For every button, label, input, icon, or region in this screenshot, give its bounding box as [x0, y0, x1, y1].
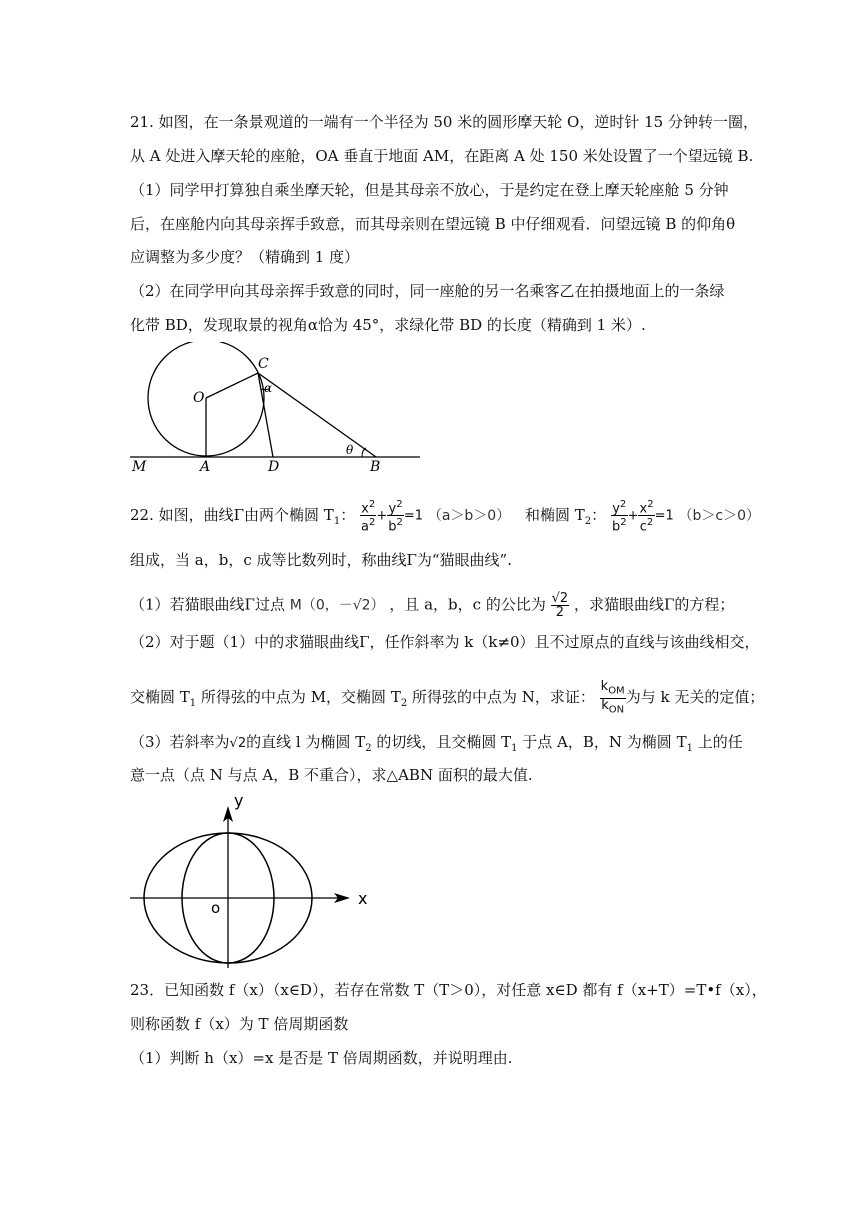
q22-l5e: 所得弦的中点为 N，求证： — [407, 688, 595, 707]
q22-line-3 — [130, 592, 734, 619]
ellipse-T2-condition: （b＞c＞0） — [678, 507, 761, 524]
q21-line-2: 从 A 处进入摩天轮的座舱，OA 垂直于地面 AM，在距离 A 处 150 米处设置了一个望远镜 B. — [130, 147, 754, 165]
q23-line-3: （1）判断 h（x）=x 是否是 T 倍周期函数，并说明理由. — [130, 1049, 513, 1067]
point-M: M（0，－√2） — [289, 597, 385, 614]
cat-eye-curve-figure — [130, 792, 370, 968]
slope-ratio: $\frac{k_{OM}}{k_{ON}}$ — [600, 679, 625, 716]
label-M: M — [132, 459, 147, 474]
label-A: A — [200, 459, 211, 474]
ellipse-T2-equation: $\frac{y^2}{b^2}$ + $\frac{x^2}{c^2}$ =1 — [611, 499, 674, 535]
sub-2: 2 — [584, 515, 592, 527]
q23-line-2: 则称函数 f（x）为 T 倍周期函数 — [130, 1015, 349, 1033]
q21-line-7: 化带 BD，发现取景的视角α恰为 45°，求绿化带 BD 的长度（精确到 1 米）. — [130, 316, 646, 334]
q22-l3b: ，且 a，b，c 的公比为 — [389, 595, 546, 614]
q22-l3a: （1）若猫眼曲线Γ过点 — [130, 595, 285, 614]
q21-line-1: 21. 如图，在一条景观道的一端有一个半径为 50 米的圆形摩天轮 O，逆时针 15 分钟转一圈， — [130, 113, 758, 131]
ellipse-T1-equation: $\frac{x^2}{a^2}$ + $\frac{y^2}{b^2}$ =1 — [360, 499, 424, 535]
sqrt2: √2 — [229, 736, 247, 751]
q21-line-5: 应调整为多少度？（精确到 1 度） — [130, 248, 360, 266]
q22-l6a: （3）若斜率为 — [130, 733, 230, 751]
q22-line-4: （2）对于题（1）中的求猫眼曲线Γ，任作斜率为 k（k≠0）且不过原点的直线与该曲线相交， — [130, 633, 760, 651]
label-x: x — [358, 889, 368, 908]
q22-line-2: 组成，当 a，b，c 成等比数列时，称曲线Γ为“猫眼曲线”. — [130, 551, 512, 569]
q22-l3c: ，求猫眼曲线Γ的方程； — [573, 595, 735, 614]
q22-l6f: 于点 A，B，N 为椭圆 T — [517, 733, 687, 751]
q21-line-6: （2）在同学甲向其母亲挥手致意的同时，同一座舱的另一名乘客乙在拍摄地面上的一条绿 — [130, 282, 725, 300]
label-theta: θ — [346, 443, 354, 457]
q22-l1a: 22. 如图，曲线Γ由两个椭圆 T — [130, 505, 334, 524]
sub-5: 2 — [365, 743, 372, 754]
label-alpha: α — [264, 381, 273, 395]
q22-l1d: 和椭圆 T — [524, 505, 585, 524]
ferris-wheel-figure — [130, 342, 420, 474]
q22-l1f: ： — [591, 505, 607, 524]
q22-line-5 — [130, 680, 764, 716]
q23-line-1: 23．已知函数 f（x）（x∈D），若存在常数 T（T＞0），对任意 x∈D 都有 f（x+T）=T•f（x）， — [130, 981, 767, 999]
label-B: B — [370, 459, 381, 474]
label-C: C — [258, 356, 269, 372]
sub-1: 1 — [333, 515, 341, 527]
label-D: D — [268, 459, 280, 474]
sub-7: 1 — [686, 743, 693, 754]
label-origin: o — [211, 899, 221, 917]
q21-line-4: 后，在座舱内向其母亲挥手致意，而其母亲则在望远镜 B 中仔细观看．问望远镜 B 的仰角θ — [130, 215, 736, 233]
q21-line-3: （1）同学甲打算独自乘坐摩天轮，但是其母亲不放心，于是约定在登上摩天轮座舱 5 分钟 — [130, 181, 729, 199]
sub-3: 1 — [189, 698, 197, 710]
q22-line-6 — [130, 732, 743, 759]
q22-l5f: 为与 k 无关的定值； — [625, 688, 765, 707]
label-y: y — [234, 792, 244, 810]
sub-6: 1 — [511, 743, 518, 754]
q22-line-7: 意一点（点 N 与点 A，B 不重合），求△ABN 面积的最大值. — [130, 766, 533, 784]
sub-4: 2 — [400, 698, 408, 710]
q22-l5c: 所得弦的中点为 M，交椭圆 T — [196, 688, 401, 707]
q22-l5a: 交椭圆 T — [130, 688, 190, 707]
ratio-sqrt2-over-2: $\frac{√2}{2}$ — [551, 591, 569, 620]
q22-line-1 — [130, 498, 760, 534]
q22-l6b: 的直线 l 为椭圆 T — [246, 733, 366, 751]
q22-l1c: ： — [340, 505, 356, 524]
q22-l6h: 上的任 — [692, 733, 743, 751]
ellipse-T1-condition: （a＞b＞0） — [427, 507, 511, 524]
label-O: O — [193, 390, 205, 406]
q22-l6d: 的切线，且交椭圆 T — [371, 733, 512, 751]
